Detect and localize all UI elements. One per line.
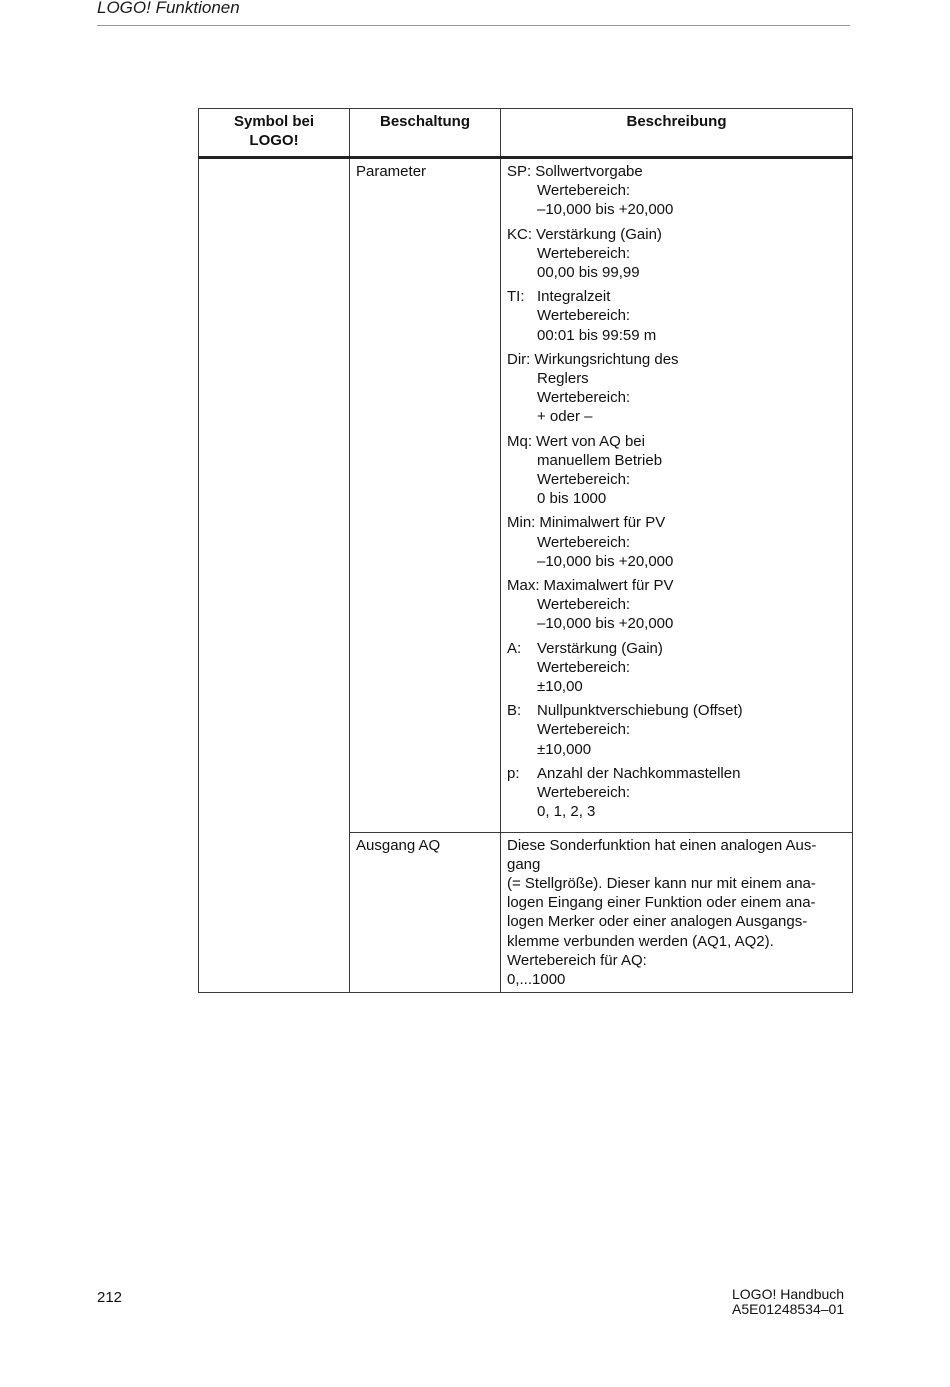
parameter-label: Maximalwert für PV xyxy=(543,577,674,595)
parameter-label: Verstärkung (Gain) xyxy=(536,225,662,243)
parameter-key: Mq: xyxy=(507,432,533,450)
output-description-line: gang xyxy=(507,855,541,873)
parameter-detail-line: Wertebereich: xyxy=(537,182,631,200)
output-description-line: logen Merker oder einer analogen Ausgangs- xyxy=(507,913,808,931)
table-row-parameter xyxy=(199,158,853,833)
column-header-symbol xyxy=(199,109,350,158)
parameter-detail-line: 00:01 bis 99:59 m xyxy=(537,326,657,344)
parameter-label: Sollwertvorgabe xyxy=(535,163,643,180)
parameter-label: Verstärkung (Gain) xyxy=(537,639,663,657)
parameter-detail-line: Wertebereich: xyxy=(537,307,631,325)
parameter-detail-line: Wertebereich: xyxy=(537,721,631,739)
parameter-key: A: xyxy=(507,639,522,657)
parameter-detail-line: 00,00 bis 99,99 xyxy=(537,264,640,282)
parameter-entry xyxy=(507,225,846,283)
parameter-detail-line: Wertebereich: xyxy=(537,389,631,407)
parameter-entry xyxy=(507,287,846,345)
connection-cell-output: Ausgang AQ xyxy=(350,832,501,993)
column-header-symbol-line1: Symbol bei xyxy=(233,113,315,130)
output-description-line: klemme verbunden werden (AQ1, AQ2). xyxy=(507,932,774,950)
parameter-label: Anzahl der Nachkommastellen xyxy=(537,764,741,782)
parameter-entry xyxy=(507,350,846,427)
column-header-connection: Beschaltung xyxy=(350,109,501,158)
column-header-description: Beschreibung xyxy=(501,109,853,158)
parameter-first-line xyxy=(507,350,846,369)
parameter-detail-line: –10,000 bis +20,000 xyxy=(537,615,674,633)
book-reference xyxy=(732,1287,844,1317)
parameter-detail-line: Wertebereich: xyxy=(537,596,631,614)
parameter-first-line xyxy=(507,701,846,720)
output-description-line: Diese Sonderfunktion hat einen analogen Aus- xyxy=(507,836,817,854)
parameter-key: TI: xyxy=(507,288,525,306)
parameter-entry xyxy=(507,162,846,220)
running-header-title: LOGO! Funktionen xyxy=(97,0,240,17)
book-title: LOGO! Handbuch xyxy=(732,1286,845,1302)
parameter-list xyxy=(507,162,846,822)
page-number: 212 xyxy=(97,1289,123,1306)
parameter-key: B: xyxy=(507,702,522,720)
parameter-detail-line: ±10,00 xyxy=(537,678,583,696)
order-number: A5E01248534–01 xyxy=(732,1301,845,1317)
parameter-detail-line: 0 bis 1000 xyxy=(537,490,607,508)
parameter-detail-line: Reglers xyxy=(537,370,589,388)
output-description-line: (= Stellgröße). Dieser kann nur mit einem ana- xyxy=(507,874,816,892)
parameter-first-line xyxy=(507,162,846,181)
parameter-label: Nullpunktverschiebung (Offset) xyxy=(537,702,743,720)
parameter-detail-line: + oder – xyxy=(537,408,593,426)
parameter-key: SP: xyxy=(507,163,532,180)
parameter-key: Min: xyxy=(507,514,536,532)
connection-cell-parameter: Parameter xyxy=(350,158,501,833)
parameter-label: Minimalwert für PV xyxy=(539,514,666,532)
parameter-entry xyxy=(507,701,846,759)
function-spec-table xyxy=(198,108,853,993)
parameter-entry xyxy=(507,764,846,822)
parameter-key: KC: xyxy=(507,225,533,243)
parameter-first-line xyxy=(507,432,846,451)
parameter-label: Integralzeit xyxy=(537,288,611,306)
description-cell-output xyxy=(501,832,853,993)
parameter-entry xyxy=(507,639,846,697)
output-description-line: 0,...1000 xyxy=(507,970,566,988)
parameter-entry xyxy=(507,576,846,634)
parameter-detail-line: Wertebereich: xyxy=(537,784,631,802)
symbol-cell xyxy=(199,158,350,993)
parameter-entry xyxy=(507,513,846,571)
parameter-first-line xyxy=(507,513,846,532)
parameter-first-line xyxy=(507,225,846,244)
parameter-first-line xyxy=(507,287,846,306)
parameter-first-line xyxy=(507,764,846,783)
parameter-first-line xyxy=(507,576,846,595)
parameter-key: p: xyxy=(507,764,520,782)
parameter-detail-line: –10,000 bis +20,000 xyxy=(537,552,674,570)
header-divider xyxy=(97,25,850,26)
output-description-line: logen Eingang einer Funktion oder einem ana- xyxy=(507,894,816,912)
parameter-detail-line: –10,000 bis +20,000 xyxy=(537,201,674,219)
parameter-key: Dir: xyxy=(507,350,531,368)
output-description-line: Wertebereich für AQ: xyxy=(507,951,647,969)
parameter-label: Wirkungsrichtung des xyxy=(534,350,679,368)
parameter-detail-line: Wertebereich: xyxy=(537,471,631,489)
parameter-detail-line: Wertebereich: xyxy=(537,244,631,262)
parameter-detail-line: Wertebereich: xyxy=(537,533,631,551)
parameter-label: Wert von AQ bei xyxy=(536,432,645,450)
parameter-detail-line: Wertebereich: xyxy=(537,658,631,676)
parameter-entry xyxy=(507,432,846,509)
parameter-first-line xyxy=(507,639,846,658)
column-header-symbol-line2: LOGO! xyxy=(249,132,299,150)
parameter-detail-line: ±10,000 xyxy=(537,740,592,758)
parameter-detail-line: 0, 1, 2, 3 xyxy=(537,803,596,821)
output-description xyxy=(507,836,846,990)
parameter-detail-line: manuellem Betrieb xyxy=(537,451,663,469)
description-cell-parameter xyxy=(501,158,853,833)
parameter-key: Max: xyxy=(507,577,540,595)
table-header-row xyxy=(199,109,853,158)
